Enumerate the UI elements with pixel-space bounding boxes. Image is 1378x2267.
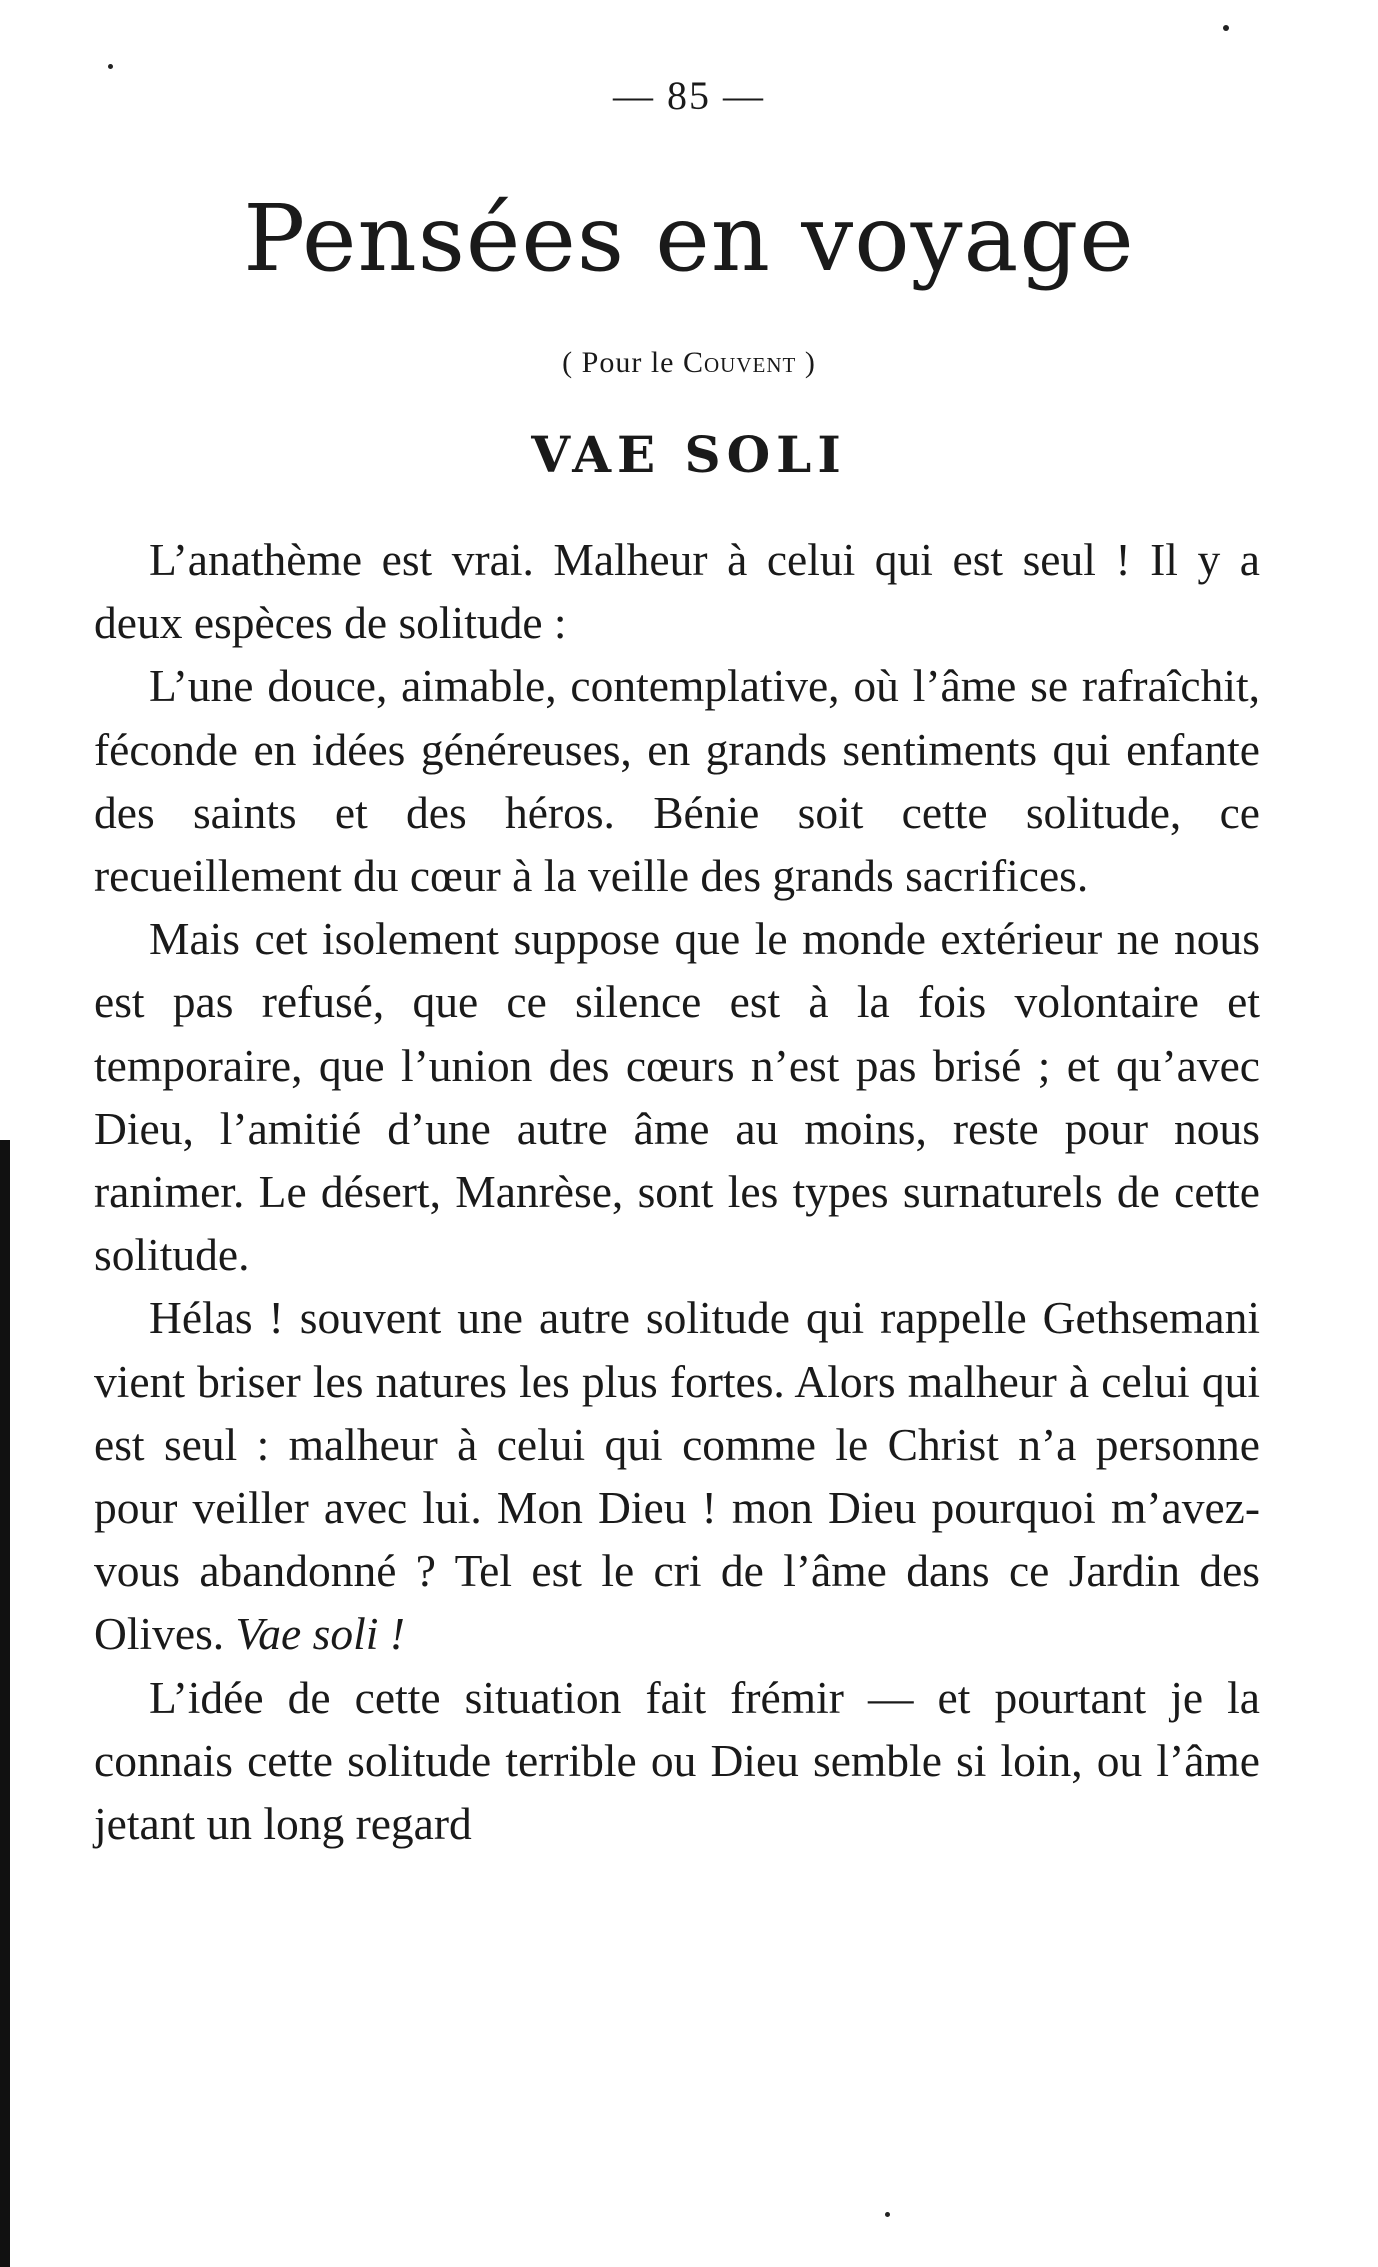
paragraph: Mais cet isolement suppose que le monde extérieur ne nous est pas refusé, que ce silence est à la fois volontaire et temporaire, que l’union des cœurs n’est pas brisé ; et qu’avec Dieu, l’amitié d’une autre âme au moins, reste pour nous ranimer. Le désert, Manrèse, sont les types surnaturels de cette solitude. bbox=[94, 913, 1260, 1281]
print-speck bbox=[885, 2212, 890, 2217]
paragraph: L’une douce, aimable, contemplative, où l’âme se rafraîchit, féconde en idées généreuses, en grands sentiments qui enfante des saints et des héros. Bénie soit cette solitude, ce recueillement du cœur à la veille des grands sacrifices. bbox=[94, 660, 1260, 902]
italic-phrase: Vae soli ! bbox=[235, 1608, 405, 1660]
subtitle-open: ( bbox=[562, 346, 582, 379]
body-text bbox=[94, 528, 1260, 1855]
paragraph: L’anathème est vrai. Malheur à celui qui est seul ! Il y a deux espèces de solitude : bbox=[94, 534, 1260, 649]
subtitle-prefix: Pour le bbox=[581, 346, 683, 379]
page-edge-shadow bbox=[0, 1140, 10, 2267]
paragraph bbox=[94, 1286, 1260, 1665]
page-title: Pensées en voyage bbox=[243, 185, 1135, 292]
subtitle-small-caps: Couvent bbox=[683, 346, 797, 379]
section-heading: VAE SOLI bbox=[531, 425, 847, 484]
subtitle-close: ) bbox=[796, 346, 816, 379]
paragraph-text: Hélas ! souvent une autre solitude qui rappelle Gethsemani vient briser les natures les plus fortes. Alors malheur à celui qui est seul : malheur à celui qui comme le Christ n’a personne pour veiller avec lui. Mon Dieu ! mon Dieu pourquoi m’avez-vous abandonné ? Tel est le cri de l’âme dans ce Jardin des Olives. bbox=[94, 1292, 1260, 1660]
paragraph: L’idée de cette situation fait frémir — et pourtant je la connais cette solitude terrible ou Dieu semble si loin, ou l’âme jetant un long regard bbox=[94, 1671, 1260, 1850]
page-number: — 85 — bbox=[613, 73, 765, 118]
subtitle bbox=[0, 346, 1378, 380]
print-speck bbox=[108, 64, 113, 69]
print-speck bbox=[1223, 25, 1229, 31]
